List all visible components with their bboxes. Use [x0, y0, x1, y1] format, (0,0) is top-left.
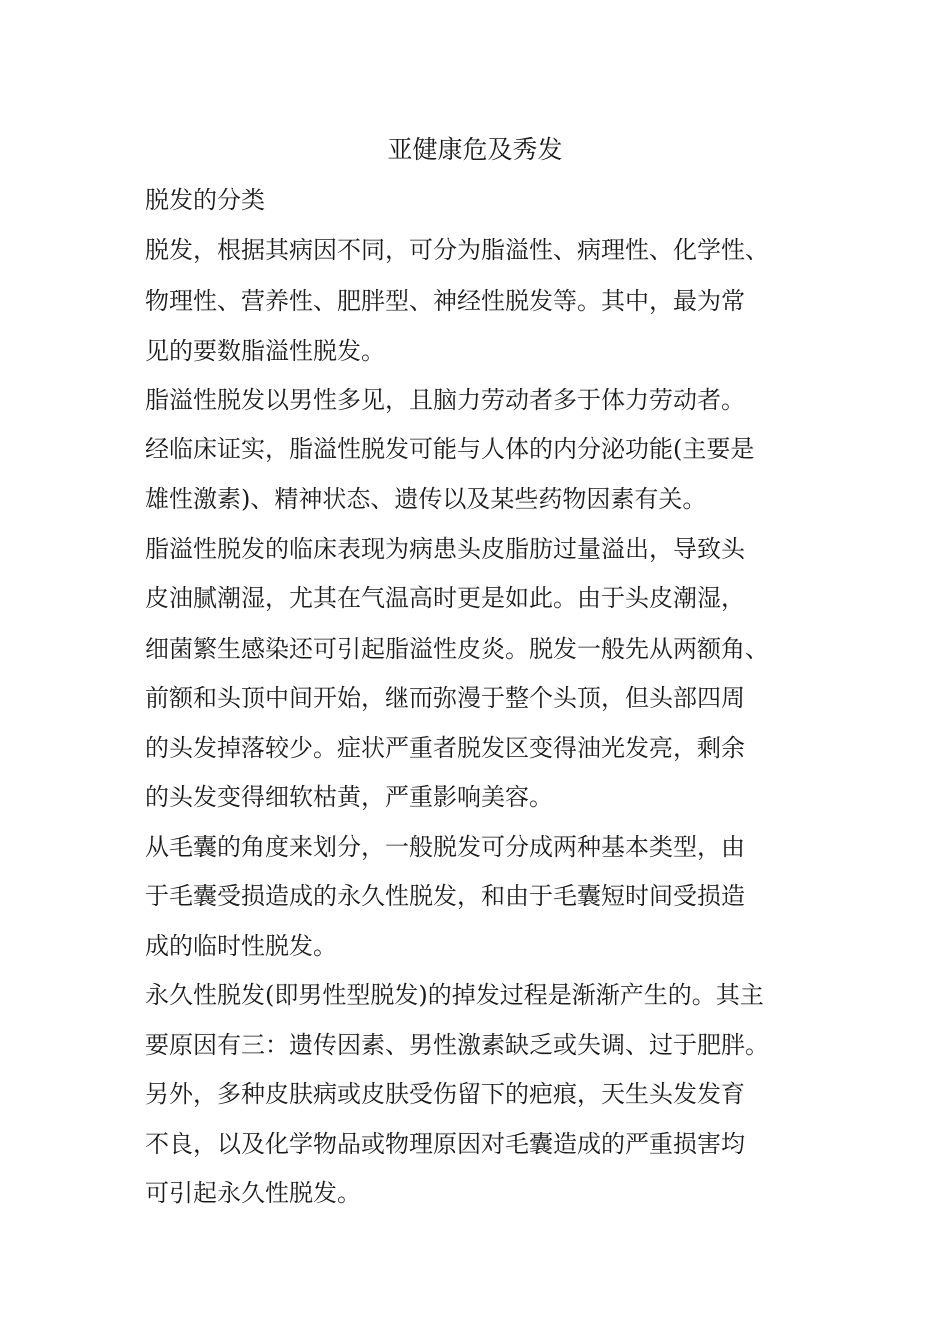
paragraph-line: 细菌繁生感染还可引起脂溢性皮炎。脱发一般先从两额角、 [145, 635, 769, 663]
paragraph-line: 脱发，根据其病因不同，可分为脂溢性、病理性、化学性、 [145, 236, 769, 264]
paragraph-line: 不良，以及化学物品或物理原因对毛囊造成的严重损害均 [145, 1130, 745, 1158]
paragraph-line: 脂溢性脱发以男性多见，且脑力劳动者多于体力劳动者。 [145, 386, 745, 414]
paragraph-line: 见的要数脂溢性脱发。 [145, 337, 385, 365]
paragraph-line: 成的临时性脱发。 [145, 932, 337, 960]
paragraph-line: 另外，多种皮肤病或皮肤受伤留下的疤痕，天生头发发育 [145, 1080, 745, 1108]
paragraph-line: 皮油腻潮湿，尤其在气温高时更是如此。由于头皮潮湿， [145, 584, 745, 612]
paragraph-line: 的头发掉落较少。症状严重者脱发区变得油光发亮，剩余 [145, 734, 745, 762]
document-title: 亚健康危及秀发 [387, 135, 563, 164]
paragraph-line: 要原因有三：遗传因素、男性激素缺乏或失调、过于肥胖。 [145, 1031, 769, 1059]
paragraph-line: 于毛囊受损造成的永久性脱发，和由于毛囊短时间受损造 [145, 882, 745, 910]
paragraph-line: 脂溢性脱发的临床表现为病患头皮脂肪过量溢出，导致头 [145, 535, 745, 563]
paragraph-line: 经临床证实，脂溢性脱发可能与人体的内分泌功能(主要是 [145, 435, 755, 463]
paragraph-line: 可引起永久性脱发。 [145, 1179, 361, 1207]
paragraph-line: 从毛囊的角度来划分，一般脱发可分成两种基本类型，由 [145, 833, 745, 861]
paragraph-line: 物理性、营养性、肥胖型、神经性脱发等。其中，最为常 [145, 287, 745, 315]
paragraph-line: 雄性激素)、精神状态、遗传以及某些药物因素有关。 [145, 485, 707, 513]
paragraph-line: 的头发变得细软枯黄，严重影响美容。 [145, 783, 553, 811]
paragraph-line: 永久性脱发(即男性型脱发)的掉发过程是渐渐产生的。其主 [145, 981, 764, 1009]
paragraph-line: 前额和头顶中间开始，继而弥漫于整个头顶，但头部四周 [145, 684, 745, 712]
section-heading: 脱发的分类 [145, 186, 265, 214]
